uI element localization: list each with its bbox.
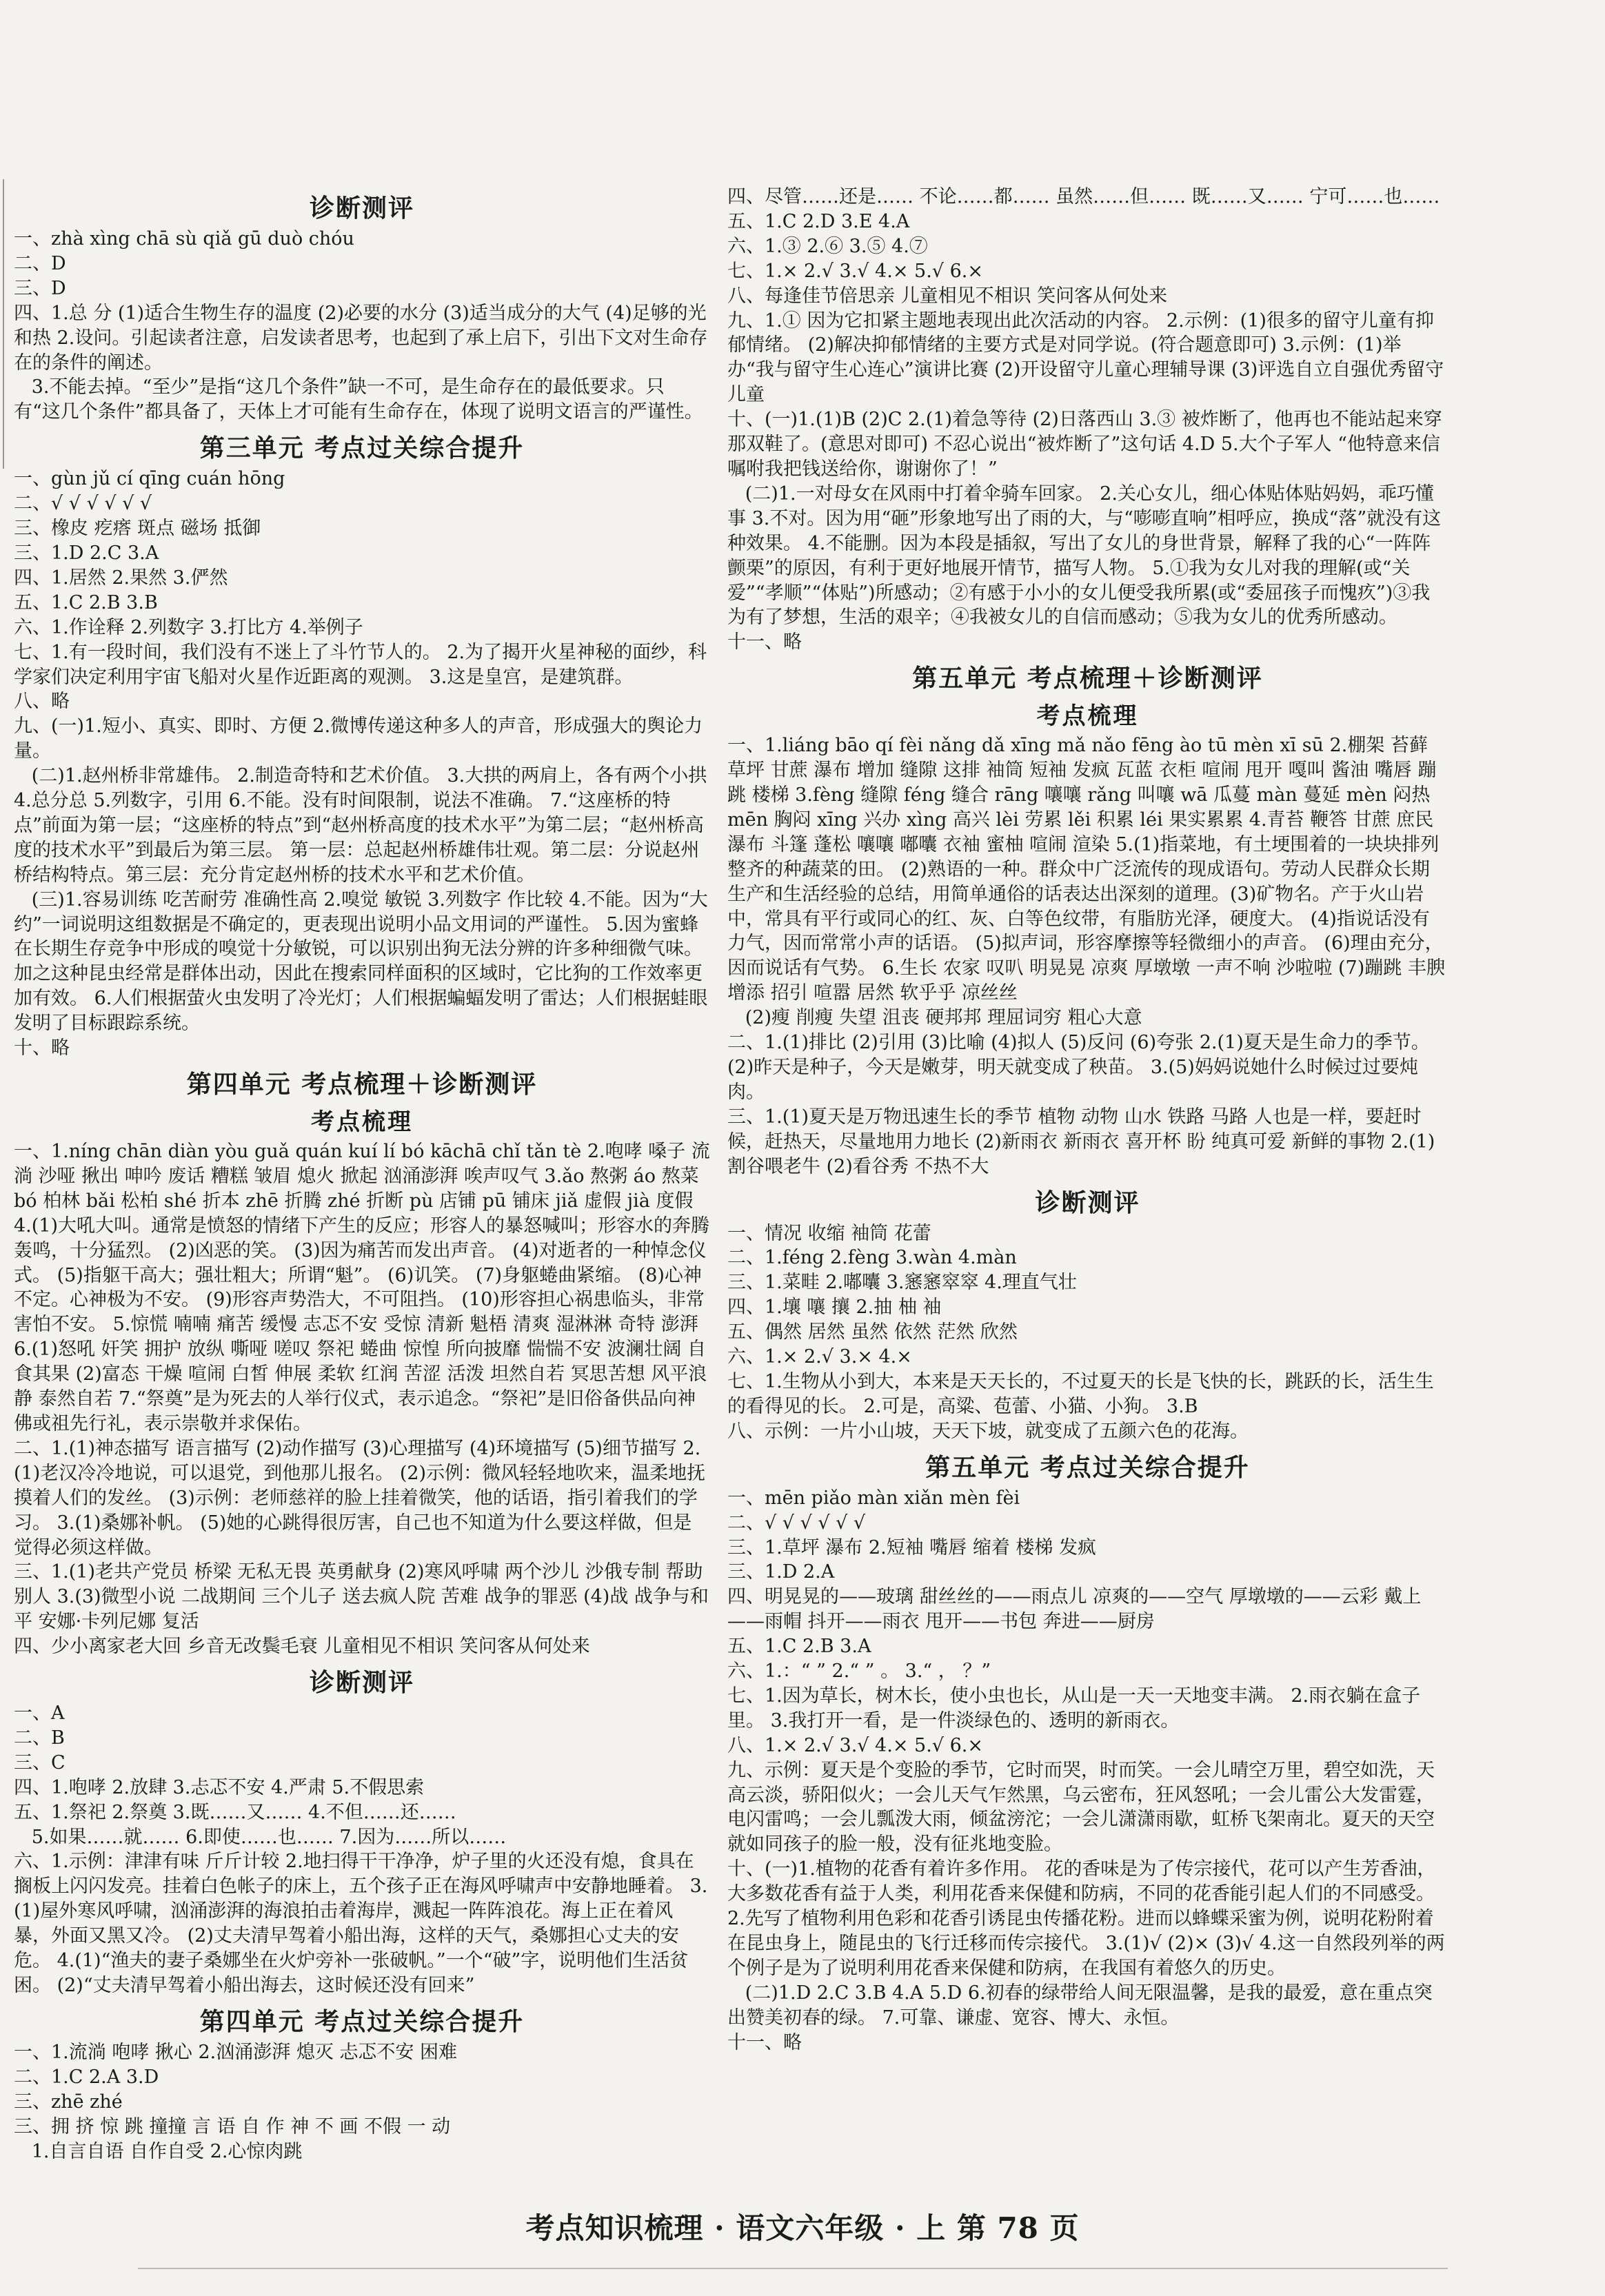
page-footer: 考点知识梳理 · 语文六年级 · 上 第 78 页 bbox=[525, 2211, 1080, 2245]
section-title: 诊断测评 bbox=[309, 1668, 414, 1698]
answer-line: 三、zhē zhé bbox=[14, 2091, 123, 2113]
answer-line: (2)瘦 削瘦 失望 沮丧 硬邦邦 理屈词穷 粗心大意 bbox=[727, 1007, 1142, 1029]
answer-line: 二、1.(1)排比 (2)引用 (3)比喻 (4)拟人 (5)反问 (6)夸张 2.(1)夏天是生命力的季节。 (2)昨天是种子，今天是嫩芽，明天就变成了秧苗。 3.(5)妈妈说她什么时候过过要炖肉。 bbox=[727, 1032, 1436, 1103]
section-title: 第四单元 考点过关综合提升 bbox=[199, 2007, 525, 2036]
answer-line: 六、1.示例：津津有味 斤斤计较 2.地扫得干干净净，炉子里的火还没有熄，食具在搁板上闪闪发亮。挂着白色帐子的床上，五个孩子正在海风呼啸声中安静地睡着。 3.(1)屋外寒风呼啸，汹涌澎湃的海浪拍击着海岸，溅起一阵阵浪花。海上正在着风暴，外面又黑又冷。 (2)丈夫清早驾着小船出海，这样的天气，桑娜担心丈夫的安危。 4.(1)“渔夫的妻子桑娜坐在火炉旁补一张破帆。”一个“破”字，说明他们生活贫困。 (2)“丈夫清早驾着小船出海去，这时候还没有回来” bbox=[14, 1851, 708, 1996]
answer-line: 十、(一)1.(1)B (2)C 2.(1)着急等待 (2)日落西山 3.③ 被炸断了，他再也不能站起来穿那双鞋了。(意思对即可) 不忍心说出“被炸断了”这句话 4.D 5.大个子军人 “他特意来信嘱咐我把钱送给你，谢谢你了！” bbox=[727, 409, 1442, 480]
answer-line: 一、zhà xìng chā sù qiǎ gū duò chóu bbox=[14, 228, 354, 250]
answer-line: 一、mēn piǎo màn xiǎn mèn fèi bbox=[727, 1487, 1020, 1509]
answer-line: 二、√ √ √ √ √ √ bbox=[727, 1512, 866, 1534]
answer-line: 四、尽管……还是…… 不论……都…… 虽然……但…… 既……又…… 宁可……也…… bbox=[727, 186, 1440, 207]
answer-line: 十一、略 bbox=[727, 631, 802, 653]
answer-line: 七、1.生物从小到大，本来是天天长的，不过夏天的长是飞快的长，跳跃的长，活生生的看得见的长。 2.可是，高粱、苞蕾、小猫、小狗。 3.B bbox=[727, 1370, 1434, 1417]
footer-rule bbox=[138, 2268, 1448, 2269]
answer-line: 三、1.菜畦 2.嘟囔 3.窸窸窣窣 4.理直气壮 bbox=[727, 1272, 1077, 1294]
answer-line: 三、1.D 2.C 3.A bbox=[14, 542, 159, 564]
answer-line: 五、1.C 2.B 3.B bbox=[14, 591, 158, 613]
answer-line: 八、每逢佳节倍思亲 儿童相见不相识 笑问客从何处来 bbox=[727, 285, 1168, 307]
answer-line: 3.不能去掉。“至少”是指“这几个条件”缺一不可，是生命存在的最低要求。只有“这几个条件”都具备了，天体上才可能有生命存在，体现了说明文语言的严谨性。 bbox=[14, 376, 703, 423]
answer-line: 1.自言自语 自作自受 2.心惊肉跳 bbox=[14, 2140, 303, 2162]
answer-line: 四、1.总 分 (1)适合生物生存的温度 (2)必要的水分 (3)适当成分的大气 (4)足够的光和热 2.设问。引起读者注意，启发读者思考，也起到了承上启下，引出下文对生命存在的条件的阐述。 bbox=[14, 302, 708, 374]
right-column bbox=[727, 185, 1451, 2055]
answer-line: 六、1.作诠释 2.列数字 3.打比方 4.举例子 bbox=[14, 616, 363, 638]
binding-margin bbox=[3, 179, 11, 469]
answer-line: 一、1.liáng bāo qí fèi nǎng dǎ xīng mǎ nǎo fēng ào tū mèn xī sū 2.棚架 苔藓 草坪 甘蔗 瀑布 增加 缝隙 这排 袖筒 短袖 发疯 瓦蓝 衣柜 喧闹 甩开 嘎叫 酱油 嘴唇 蹦跳 楼梯 3.fèng 缝隙 féng 缝合 rāng 嚷嚷 rǎng 叫嚷 wā 瓜蔓 màn 蔓延 mèn 闷热 mēn 胸闷 xīng 兴办 xìng 高兴 lèi 劳累 lěi 积累 léi 果实累累 4.青苔 鞭答 甘蔗 庶民 瀑布 斗篷 蓬松 嚷嚷 嘟囔 衣袖 蜜柚 喧闹 渲染 5.(1)指菜地，有土埂围着的一块块排列整齐的种蔬菜的田。 (2)熟语的一种。群众中广泛流传的现成语句。劳动人民群众长期生产和生活经验的总结，用简单通俗的话表达出深刻的道理。(3)矿物名。产于火山岩中，常具有平行或同心的红、灰、白等色纹带，有脂肪光泽，硬度大。 (4)指说话没有力气，因而常常小声的话语。 (5)拟声词，形容摩擦等轻微细小的声音。 (6)理由充分，因而说话有气势。 6.生长 农家 叹叭 明晃晃 凉爽 厚墩墩 一声不响 沙啦啦 (7)蹦跳 丰腴 增添 招引 喧嚣 居然 软乎乎 凉丝丝 bbox=[727, 735, 1451, 1004]
answer-line: 三、1.(1)老共产党员 桥梁 无私无畏 英勇献身 (2)寒风呼啸 两个沙儿 沙俄专制 帮助别人 3.(3)微型小说 二战期间 三个儿子 送去疯人院 苦难 战争的罪恶 (4)战 战争与和平 安娜·卡列尼娜 复活 bbox=[14, 1561, 709, 1633]
answer-line: 三、1.草坪 瀑布 2.短袖 嘴唇 缩着 楼梯 发疯 bbox=[727, 1536, 1097, 1558]
answer-line: 五、偶然 居然 虽然 依然 茫然 欣然 bbox=[727, 1321, 1018, 1343]
answer-line: 五、1.祭祀 2.祭奠 3.既……又…… 4.不但……还…… bbox=[14, 1801, 456, 1823]
answer-line: 四、少小离家老大回 乡音无改鬓毛衰 儿童相见不相识 笑问客从何处来 bbox=[14, 1636, 590, 1658]
answer-line: 五、1.C 2.D 3.E 4.A bbox=[727, 210, 910, 232]
section-title: 第三单元 考点过关综合提升 bbox=[199, 434, 525, 463]
answer-line: 二、√ √ √ √ √ √ bbox=[14, 493, 152, 515]
answer-line: 九、1.① 因为它扣紧主题地表现出此次活动的内容。 2.示例：(1)很多的留守儿童有抑郁情绪。 (2)解决抑郁情绪的主要方式是对同学说。(符合题意即可) 3.示例：(1)举办“我与留守生心连心”演讲比赛 (2)开设留守儿童心理辅导课 (3)评选自立自强优秀留守儿童 bbox=[727, 309, 1444, 406]
answer-line: 四、1.壤 嚷 攘 2.抽 柚 袖 bbox=[727, 1297, 942, 1319]
answer-line: 三、D bbox=[14, 277, 66, 299]
answer-line: 二、1.(1)神态描写 语言描写 (2)动作描写 (3)心理描写 (4)环境描写 (5)细节描写 2.(1)老汉冷冷地说，可以退党，到他那儿报名。 (2)示例：微风轻轻地吹来，温柔地抚摸着人们的发丝。 (3)示例：老师慈祥的脸上挂着微笑，他的话语，指引着我们的学习。 3.(1)桑娜补帆。 (5)她的心跳得很厉害，自己也不知道为什么要这样做，但是觉得必须这样做。 bbox=[14, 1437, 706, 1558]
section-title: 诊断测评 bbox=[309, 194, 414, 223]
answer-line: 七、1.有一段时间，我们没有不迷上了斗竹节人的。 2.为了揭开火星神秘的面纱，科学家们决定利用宇宙飞船对火星作近距离的观测。 3.这是皇宫，是建筑群。 bbox=[14, 641, 707, 688]
answer-line: 九、示例：夏天是个变脸的季节，它时而哭，时而笑。一会儿晴空万里，碧空如洗，天高云淡，骄阳似火；一会儿天气乍然黑，乌云密布，狂风怒吼；一会儿雷公大发雷霆，电闪雷鸣；一会儿瓢泼大雨，倾盆滂沱；一会儿潇潇雨歇，虹桥飞架南北。夏天的天空就如同孩子的脸一般，没有征兆地变脸。 bbox=[727, 1759, 1435, 1856]
answer-line: 二、1.C 2.A 3.D bbox=[14, 2066, 159, 2088]
answer-line: (二)1.D 2.C 3.B 4.A 5.D 6.初春的绿带给人间无限温馨，是我的最爱，意在重点突出赞美初春的绿。 7.可靠、谦虚、宽容、博大、永恒。 bbox=[727, 1982, 1433, 2029]
answer-line: 一、gùn jǔ cí qīng cuán hōng bbox=[14, 468, 285, 490]
subsection-title: 考点梳理 bbox=[1036, 702, 1139, 731]
section-title: 诊断测评 bbox=[1035, 1188, 1140, 1217]
left-column bbox=[14, 185, 713, 2164]
answer-line: 四、1.咆哮 2.放肆 3.忐忑不安 4.严肃 5.不假思索 bbox=[14, 1776, 425, 1798]
answer-line: 九、(一)1.短小、真实、即时、方便 2.微博传递这种多人的声音，形成强大的舆论力量。 bbox=[14, 715, 703, 762]
answer-line: (二)1.一对母女在风雨中打着伞骑车回家。 2.关心女儿，细心体贴体贴妈妈，乖巧懂事 3.不对。因为用“砸”形象地写出了雨的大，与“嘭嘭直响”相呼应，换成“落”就没有这种效果。 4.不能删。因为本段是插叙，写出了女儿的身世背景，解释了我的心“一阵阵颤栗”的原因，有利于更好地展开情节，描写人物。 5.①我为女儿对我的理解(或“关爱”“孝顺”“体贴”)所感动；②有感于小小的女儿便受我所累(或“委屈孩子而愧疚”)③我为有了梦想，生活的艰辛；④我被女儿的自信而感动；⑤我为女儿的优秀所感动。 bbox=[727, 482, 1442, 629]
answer-line: 六、1.× 2.√ 3.× 4.× bbox=[727, 1346, 912, 1368]
answer-line: 三、拥 挤 惊 跳 撞撞 言 语 自 作 神 不 画 不假 一 动 bbox=[14, 2115, 451, 2137]
answer-line: 一、1.流淌 咆哮 揪心 2.汹涌澎湃 熄灭 忐忑不安 困难 bbox=[14, 2041, 458, 2063]
answer-line: (二)1.赵州桥非常雄伟。 2.制造奇特和艺术价值。 3.大拱的两肩上，各有两个小拱 4.总分总 5.列数字，引用 6.不能。没有时间限制，说法不准确。 7.“这座桥的特点”前面为第一层；“这座桥的特点”到“赵州桥高度的技术水平”为第二层；“赵州桥高度的技术水平”到最后为第三层。 第一层：总起赵州桥雄伟壮观。第二层：分说赵州桥结构特点。第三层：充分肯定赵州桥的技术水平和艺术价值。 bbox=[14, 765, 713, 886]
answer-line: 一、A bbox=[14, 1703, 65, 1725]
answer-line: 七、1.因为草长，树木长，使小虫也长，从山是一天一天地变丰满。 2.雨衣躺在盒子里。 3.我打开一看，是一件淡绿色的、透明的新雨衣。 bbox=[727, 1685, 1421, 1731]
answer-line: 六、1.③ 2.⑥ 3.⑤ 4.⑦ bbox=[727, 235, 928, 257]
answer-line: 二、B bbox=[14, 1727, 65, 1749]
answer-line: (三)1.容易训练 吃苦耐劳 准确性高 2.嗅觉 敏锐 3.列数字 作比较 4.不能。因为“大约”一词说明这组数据是不确定的，更表现出说明小品文用词的严谨性。 5.因为蜜蜂在长期生存竞争中形成的嗅觉十分敏锐，可以识别出狗无法分辨的许多种细微气味。加之这种昆虫经常是群体出动，因此在搜索同样面积的区域时，它比狗的工作效率更加有效。 6.人们根据萤火虫发明了冷光灯；人们根据蝙蝠发明了雷达；人们根据蛙眼发明了目标跟踪系统。 bbox=[14, 888, 708, 1035]
answer-line: 七、1.× 2.√ 3.√ 4.× 5.√ 6.× bbox=[727, 260, 983, 282]
answer-line: 十、略 bbox=[14, 1037, 70, 1059]
answer-line: 三、1.(1)夏天是万物迅速生长的季节 植物 动物 山水 铁路 马路 人也是一样，要赶时候，赶热天，尽量地用力地长 (2)新雨衣 新雨衣 喜开杯 盼 纯真可爱 新鲜的事物 2.(1)割谷喂老牛 (2)看谷秀 不热不大 bbox=[727, 1106, 1435, 1177]
answer-line: 四、1.居然 2.果然 3.俨然 bbox=[14, 567, 228, 589]
answer-line: 十一、略 bbox=[727, 2031, 802, 2053]
answer-line: 二、1.féng 2.fèng 3.wàn 4.màn bbox=[727, 1247, 1017, 1269]
answer-line: 五、1.C 2.B 3.A bbox=[727, 1636, 871, 1658]
subsection-title: 考点梳理 bbox=[311, 1108, 413, 1136]
answer-line: 八、1.× 2.√ 3.√ 4.× 5.√ 6.× bbox=[727, 1734, 983, 1756]
answer-line: 三、橡皮 疙瘩 斑点 磁场 抵御 bbox=[14, 518, 261, 540]
answer-line: 三、1.D 2.A bbox=[727, 1561, 835, 1583]
answer-line: 八、略 bbox=[14, 691, 70, 713]
answer-line: 一、情况 收缩 袖筒 花蕾 bbox=[727, 1222, 931, 1244]
answer-line: 三、C bbox=[14, 1751, 65, 1774]
answer-line: 一、1.níng chān diàn yòu guǎ quán kuí lí bó kāchā chǐ tǎn tè 2.咆哮 嗓子 流淌 沙哑 揪出 呻吟 废话 糟糕 皱眉 熄火 掀起 汹涌澎湃 唉声叹气 3.ǎo 熬粥 áo 熬菜 bó 柏林 bǎi 松柏 shé 折本 zhē 折腾 zhé 折断 pù 店铺 pū 铺床 jiǎ 虚假 jià 度假 4.(1)大吼大叫。通常是愤怒的情绪下产生的反应；形容人的暴怒喊叫；形容水的奔腾轰鸣，十分猛烈。 (2)凶恶的笑。 (3)因为痛苦而发出声音。 (4)对逝者的一种悼念仪式。 (5)指躯干高大；强壮粗大；所谓“魁”。 (6)讥笑。 (7)身躯蜷曲紧缩。 (8)心神不定。心神极为不安。 (9)形容声势浩大，不可阻挡。 (10)形容担心祸患临头，非常害怕不安。 5.惊慌 喃喃 痛苦 缓慢 志忑不安 受惊 清新 魁梧 清爽 湿淋淋 奇特 澎湃 6.(1)怒吼 奸笑 拥护 放纵 嘶哑 嗟叹 祭祀 蜷曲 惊惶 所向披靡 惴惴不安 波澜壮阔 自食其果 (2)富态 干燥 喧闹 白皙 伸展 柔软 红润 苦涩 活泼 坦然自若 冥思苦想 风平浪静 泰然自若 7.“祭奠”是为死去的人举行仪式，表示追念。“祭祀”是旧俗备供品向神佛或祖先行礼，表示崇敬并求保佑。 bbox=[14, 1141, 710, 1434]
answer-line: 5.如果……就…… 6.即使……也…… 7.因为……所以…… bbox=[14, 1826, 507, 1848]
answer-line: 四、明晃晃的——玻璃 甜丝丝的——雨点儿 凉爽的——空气 厚墩墩的——云彩 戴上——雨帽 抖开——雨衣 甩开——书包 奔进——厨房 bbox=[727, 1586, 1422, 1633]
answer-line: 八、示例：一片小山坡，天天下坡，就变成了五颜六色的花海。 bbox=[727, 1420, 1249, 1442]
answer-line: 六、1.：“ ” 2.“ ” 。 3.“ ， ？” bbox=[727, 1660, 991, 1683]
answer-line: 十、(一)1.植物的花香有着许多作用。 花的香味是为了传宗接代，花可以产生芳香油，大多数花香有益于人类，利用花香来保健和防病，不同的花香能引起人们的不同感受。 2.先写了植物利用色彩和花香引诱昆虫传播花粉。进而以蜂蝶采蜜为例，说明花粉附着在昆虫身上，随昆虫的飞行迁移而传宗接代。 3.(1)√ (2)× (3)√ 4.这一自然段列举的两个例子是为了说明利用花香来保健和防病，在我国有着悠久的历史。 bbox=[727, 1858, 1445, 1979]
section-title: 第五单元 考点梳理＋诊断测评 bbox=[912, 664, 1263, 693]
answer-line: 二、D bbox=[14, 252, 66, 274]
section-title: 第四单元 考点梳理＋诊断测评 bbox=[186, 1070, 538, 1099]
section-title: 第五单元 考点过关综合提升 bbox=[925, 1452, 1250, 1482]
